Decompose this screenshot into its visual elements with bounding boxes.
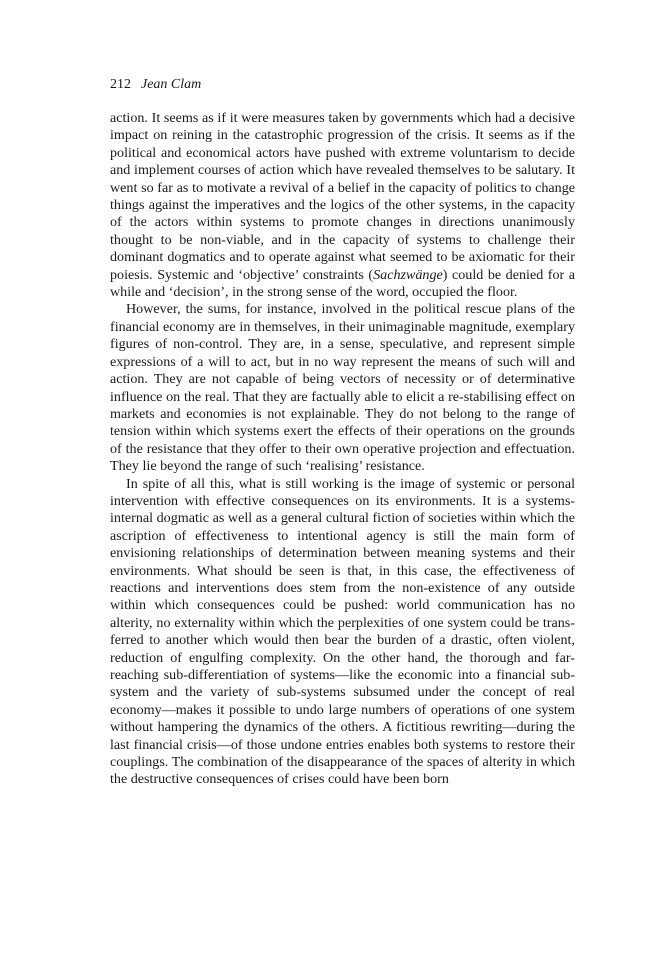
book-page [110, 76, 575, 789]
paragraph-1 [110, 110, 575, 301]
paragraph-2: However, the sums, for instance, involved in the political rescue plans of the financial economy are in themselves, in their unimaginable magnitude, exemplary figures of non-control. They are, in a sense, speculative, and represent simple expressions of a will to act, but in no way represent the means of such will and action. They are not capable of being vectors of necessity or of determinative influence on the real. That they are factually able to elicit a re-stabilising effect on markets and economies is not explainable. They do not belong to the range of tension within which systems exert the effects of their operations on the grounds of the resistance that they offer to their own operative projection and effectuation. They lie beyond the range of such ‘realising’ resistance. [110, 301, 575, 475]
running-head-author: Jean Clam [141, 77, 202, 92]
paragraph-1-text-b: ) could be denied for a while and ‘decision’, in the strong sense of the word, occupied the floor. [110, 266, 575, 301]
paragraph-3: In spite of all this, what is still working is the image of systemic or personal intervention with effective consequences on its environments. It is a systems-internal dogmatic as well as a general cultural fiction of societies within which the ascription of effectiveness to intentional agency is still the main form of envisioning relationships of determination between meaning systems and their environments. What should be seen is that, in this case, the effectiveness of reactions and interventions does stem from the non-existence of any outside within which consequences could be pushed: world communication has no alterity, no externality within which the perplexities of one system could be transferred to another which would then bear the burden of a drastic, often violent, reduction of engulfing complexity. On the other hand, the thorough and far-reaching sub-differentiation of systems—like the economic into a financial sub-system and the variety of sub-systems subsumed under the concept of real economy—makes it possible to undo large numbers of operations of one system without hampering the dynamics of the others. A fictitious rewriting—during the last financial crisis—of those undone entries enables both systems to restore their couplings. The combination of the disappearance of the spaces of alterity in which the destructive consequences of crises could have been born [110, 475, 575, 788]
body-text [110, 110, 575, 789]
running-head [110, 76, 575, 94]
paragraph-1-text-a: action. It seems as if it were measures taken by governments which had a decisive impact on reining in the catastrophic progression of the crisis. It seems as if the political and economical actors have pushed with extreme voluntarism to decide and implement courses of action which have revealed themselves to be salutary. It went so far as to motivate a revival of a belief in the capacity of politics to change things against the imperatives and the logics of the other systems, in the capacity of the actors within systems to promote changes in directions unanimously thought to be non-viable, and in the capacity of systems to challenge their dominant dogmatics and to operate against what seemed to be axiomatic for their poiesis. Systemic and ‘objective’ constraints ( [110, 110, 575, 283]
page-number: 212 [110, 77, 131, 92]
paragraph-1-italic-term: Sachzwänge [373, 266, 443, 283]
